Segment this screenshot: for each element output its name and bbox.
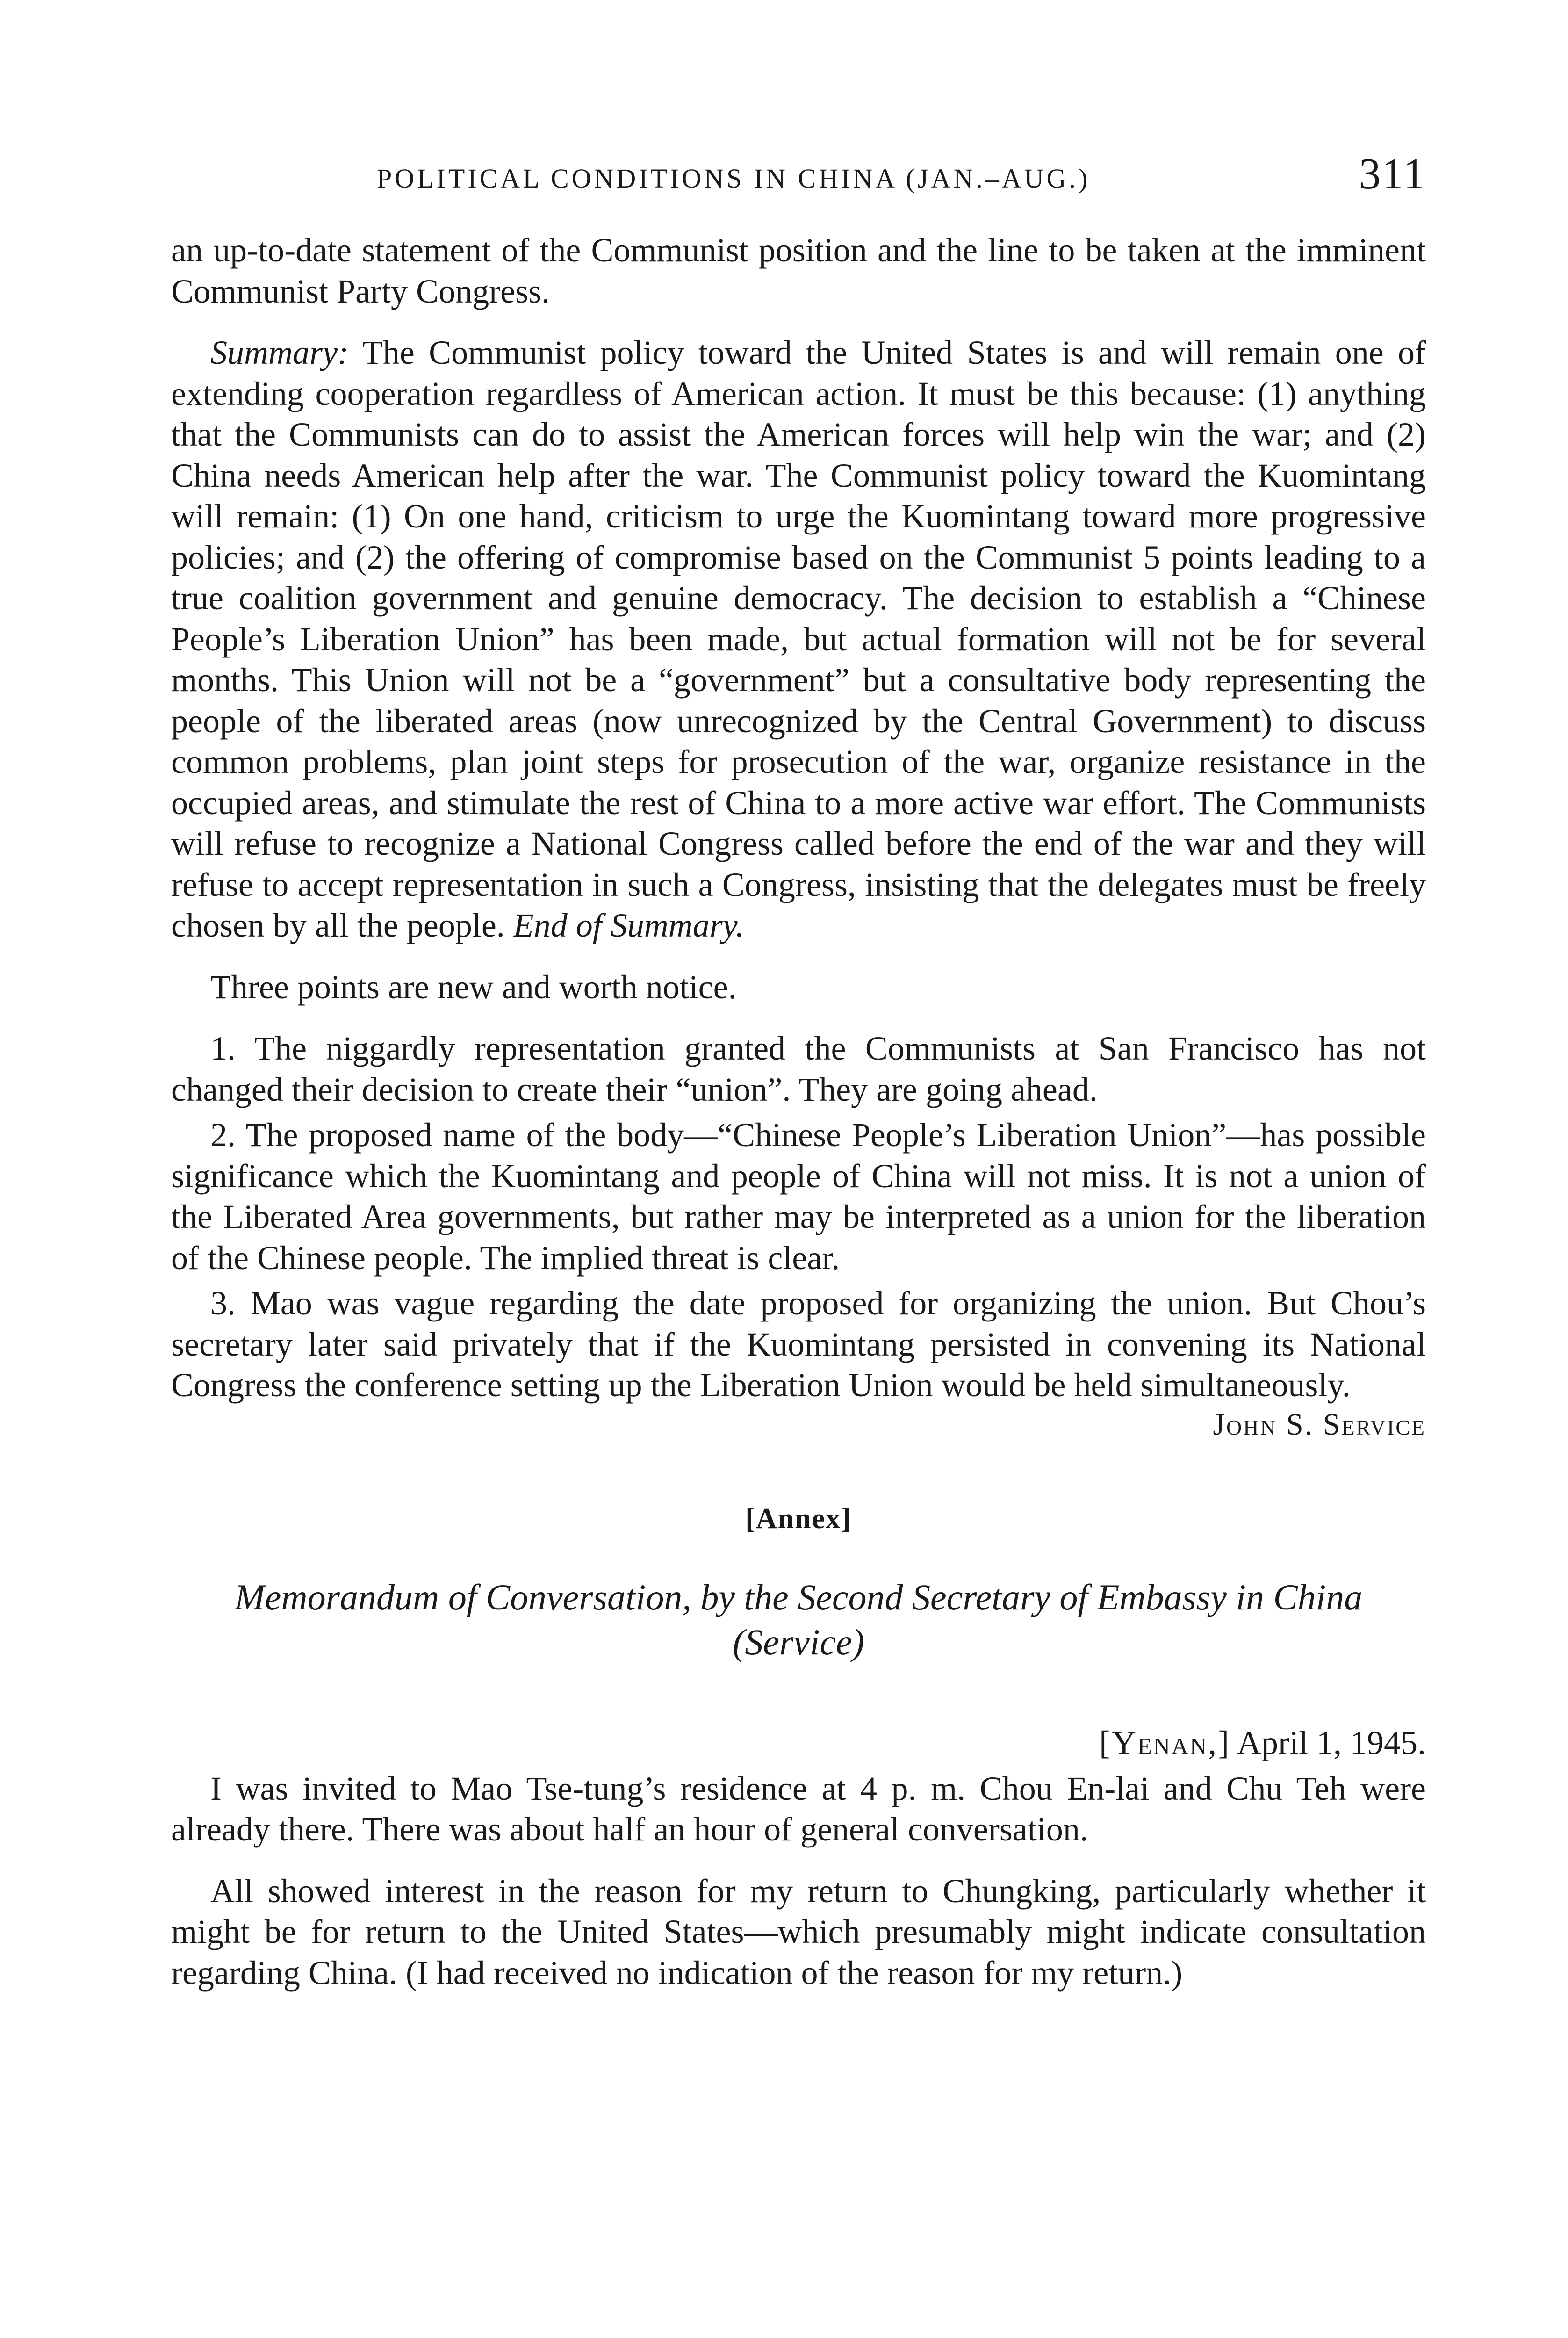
running-head bbox=[171, 149, 1426, 205]
annex-heading: [Annex] bbox=[745, 1502, 852, 1535]
body-text bbox=[171, 230, 1426, 1993]
annex-paragraph-2: All showed interest in the reason for my return to Chungking, particularly whether it might be for return to the United States—which presumably might indicate consultation regarding China. (I had received no indication of the reason for my return.) bbox=[171, 1872, 1426, 1992]
point-3: 3. Mao was vague regarding the date proposed for organizing the union. But Chou’s secretary later said privately that if the Kuomintang persisted in convening its National Congress the conference setting up the Liberation Union would be held simultaneously. bbox=[171, 1284, 1426, 1404]
running-title: POLITICAL CONDITIONS IN CHINA (JAN.–AUG.) bbox=[377, 163, 1091, 194]
dateline-date: April 1, 1945. bbox=[1230, 1724, 1426, 1761]
points-intro: Three points are new and worth notice. bbox=[210, 968, 737, 1006]
summary-paragraph bbox=[171, 332, 1426, 946]
page-number: 311 bbox=[1359, 150, 1426, 198]
signature: John S. Service bbox=[1213, 1407, 1426, 1442]
memorandum-title: Memorandum of Conversation, by the Second Secretary of Embassy in China (Service) bbox=[234, 1577, 1363, 1662]
point-1: 1. The niggardly representation granted the Communists at San Francisco has not changed their decision to create their “union”. They are going ahead. bbox=[171, 1030, 1426, 1108]
summary-end: End of Summary. bbox=[513, 907, 744, 944]
point-2: 2. The proposed name of the body—“Chinese People’s Liberation Union”—has possible significance which the Kuomintang and people of China will not miss. It is not a union of the Liberated Area governments, but rather may be interpreted as a union for the liberation of the Chinese people. The implied threat is clear. bbox=[171, 1116, 1426, 1277]
summary-label: Summary: bbox=[210, 334, 349, 371]
annex-paragraph-1: I was invited to Mao Tse-tung’s residence at 4 p. m. Chou En-lai and Chu Teh were already there. There was about half an hour of general conversation. bbox=[171, 1769, 1426, 1848]
summary-text: The Communist policy toward the United States is and will remain one of extending cooperation regardless of American action. It must be this because: (1) anything that the Communists can do to assist the American forces will help win the war; and (2) China needs American help after the war. The Communist policy toward the Kuomintang will remain: (1) On one hand, criticism to urge the Kuomintang toward more progressive policies; and (2) the offering of compromise based on the Communist 5 points leading to a true coalition government and genuine democracy. The decision to establish a “Chinese People’s Liberation Union” has been made, but actual formation will not be for several months. This Union will not be a “government” but a consultative body representing the people of the liberated areas (now unrecognized by the Central Government) to discuss common problems, plan joint steps for prosecution of the war, organize resistance in the occupied areas, and stimulate the rest of China to a more active war effort. The Communists will refuse to recognize a National Congress called before the end of the war and they will refuse to accept representation in such a Congress, insisting that the delegates must be freely chosen by all the people. bbox=[171, 334, 1426, 944]
paragraph-continuation: an up-to-date statement of the Communist position and the line to be taken at the imminent Communist Party Congress. bbox=[171, 231, 1426, 310]
dateline-place: [Yenan,] bbox=[1099, 1724, 1230, 1761]
dateline bbox=[171, 1723, 1426, 1764]
document-page bbox=[171, 0, 1426, 2338]
